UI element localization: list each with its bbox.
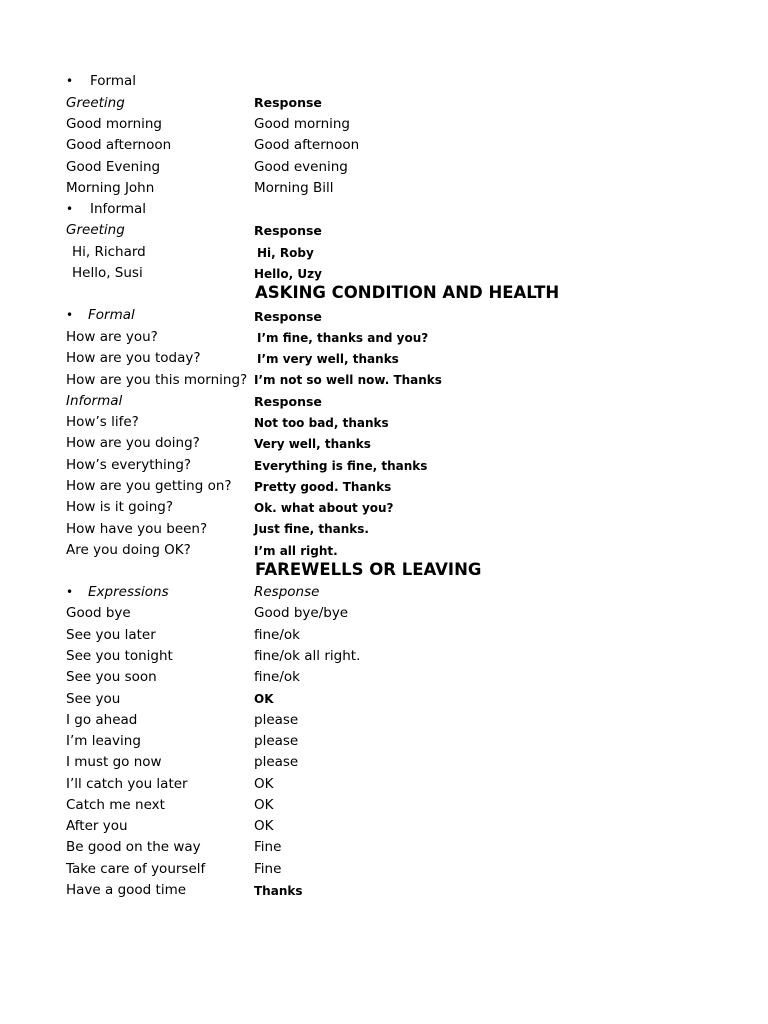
expression-cell: After you — [66, 818, 128, 834]
answer-cell: I’m fine, thanks and you? — [257, 331, 429, 345]
reply-cell: Thanks — [254, 884, 303, 898]
question-cell: Are you doing OK? — [66, 542, 191, 558]
greeting-cell: Morning John — [66, 180, 155, 196]
reply-cell: OK — [254, 797, 274, 813]
response-column-header: Response — [254, 223, 322, 238]
expression-cell: See you — [66, 691, 121, 707]
question-cell: How’s life? — [66, 414, 139, 430]
question-cell: How are you this morning? — [66, 372, 248, 388]
expression-cell: Have a good time — [66, 882, 187, 898]
response-column-header: Response — [254, 584, 320, 600]
answer-cell: Everything is fine, thanks — [254, 459, 428, 473]
section-title-asking: ASKING CONDITION AND HEALTH — [255, 283, 560, 302]
reply-cell: Fine — [254, 861, 282, 877]
question-cell: How are you doing? — [66, 435, 200, 451]
question-cell: How’s everything? — [66, 457, 192, 473]
expression-cell: I’m leaving — [66, 733, 141, 749]
expression-cell: I’ll catch you later — [66, 776, 188, 792]
expression-cell: Good bye — [66, 605, 131, 621]
response-cell: Good evening — [254, 159, 348, 175]
bullet: • — [66, 74, 74, 88]
greeting-cell: Hello, Susi — [72, 265, 143, 281]
expression-cell: Take care of yourself — [66, 861, 206, 877]
expression-cell: See you later — [66, 627, 156, 643]
expression-cell: See you soon — [66, 669, 157, 685]
asking-informal-label: Informal — [66, 393, 123, 409]
expression-cell: Be good on the way — [66, 839, 201, 855]
answer-cell: Pretty good. Thanks — [254, 480, 392, 494]
question-cell: How have you been? — [66, 521, 208, 537]
informal-greeting-label: Informal — [90, 201, 147, 217]
response-column-header: Response — [254, 95, 322, 110]
answer-cell: Just fine, thanks. — [254, 522, 369, 536]
response-cell: Hi, Roby — [257, 246, 314, 260]
reply-cell: Fine — [254, 839, 282, 855]
reply-cell: OK — [254, 692, 274, 706]
reply-cell: fine/ok all right. — [254, 648, 361, 664]
reply-cell: fine/ok — [254, 669, 300, 685]
response-cell: Good afternoon — [254, 137, 360, 153]
response-cell: Hello, Uzy — [254, 267, 322, 281]
answer-cell: Ok. what about you? — [254, 501, 394, 515]
answer-cell: I’m not so well now. Thanks — [254, 373, 442, 387]
response-column-header: Response — [254, 309, 322, 324]
response-cell: Morning Bill — [254, 180, 334, 196]
reply-cell: OK — [254, 776, 274, 792]
response-cell: Good morning — [254, 116, 350, 132]
greeting-column-header: Greeting — [66, 222, 125, 238]
section-title-farewells: FAREWELLS OR LEAVING — [255, 560, 482, 579]
reply-cell: OK — [254, 818, 274, 834]
greeting-cell: Good Evening — [66, 159, 161, 175]
expressions-label: Expressions — [88, 584, 169, 600]
answer-cell: I’m all right. — [254, 544, 338, 558]
asking-formal-label: Formal — [88, 307, 135, 323]
greeting-cell: Good morning — [66, 116, 162, 132]
bullet: • — [66, 585, 74, 599]
answer-cell: Not too bad, thanks — [254, 416, 389, 430]
greeting-cell: Hi, Richard — [72, 244, 146, 260]
reply-cell: Good bye/bye — [254, 605, 349, 621]
greeting-cell: Good afternoon — [66, 137, 172, 153]
response-column-header: Response — [254, 394, 322, 409]
question-cell: How are you today? — [66, 350, 201, 366]
reply-cell: please — [254, 754, 299, 770]
expression-cell: I must go now — [66, 754, 162, 770]
bullet: • — [66, 202, 74, 216]
question-cell: How are you getting on? — [66, 478, 232, 494]
bullet: • — [66, 308, 74, 322]
answer-cell: I’m very well, thanks — [257, 352, 399, 366]
reply-cell: please — [254, 733, 299, 749]
question-cell: How is it going? — [66, 499, 174, 515]
reply-cell: please — [254, 712, 299, 728]
answer-cell: Very well, thanks — [254, 437, 371, 451]
question-cell: How are you? — [66, 329, 158, 345]
reply-cell: fine/ok — [254, 627, 300, 643]
greeting-column-header: Greeting — [66, 95, 125, 111]
expression-cell: I go ahead — [66, 712, 138, 728]
expression-cell: See you tonight — [66, 648, 173, 664]
expression-cell: Catch me next — [66, 797, 165, 813]
formal-greeting-label: Formal — [90, 73, 137, 89]
